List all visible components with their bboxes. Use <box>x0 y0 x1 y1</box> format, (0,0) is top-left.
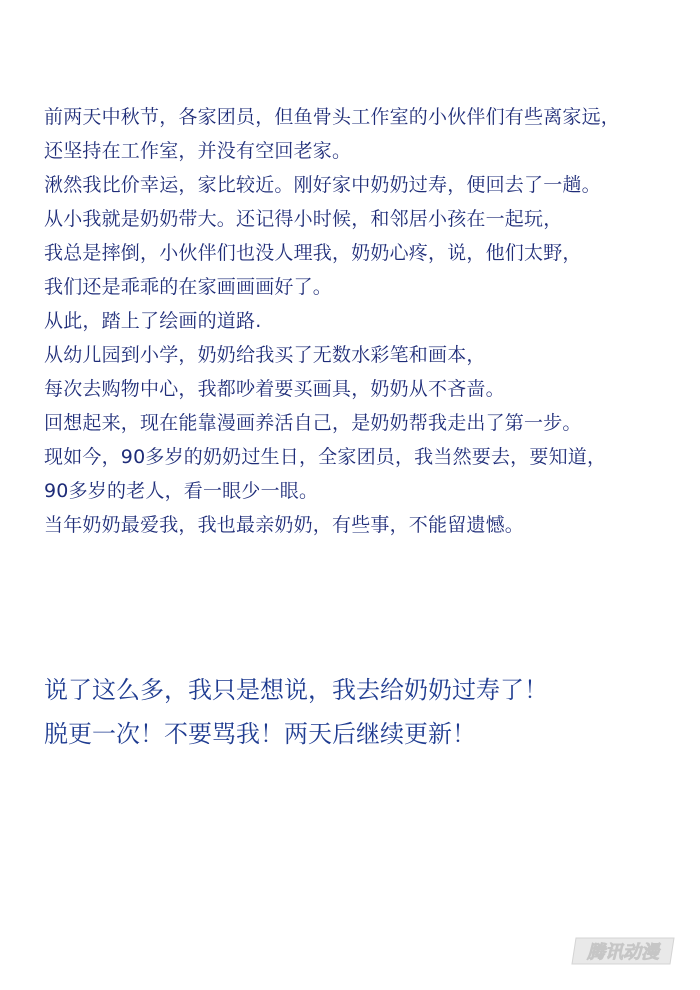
watermark-text: 腾讯动漫 <box>587 942 659 963</box>
announcement-line: 脱更一次！不要骂我！两天后继续更新！ <box>44 720 476 748</box>
watermark-logo-icon <box>570 934 678 968</box>
letter-line: 从此，踏上了绘画的道路. <box>44 310 262 332</box>
letter-line: 每次去购物中心，我都吵着要买画具，奶奶从不吝啬。 <box>44 378 505 400</box>
letter-line: 90多岁的老人，看一眼少一眼。 <box>44 480 319 502</box>
tencent-comics-watermark <box>570 934 678 968</box>
announcement-line: 说了这么多，我只是想说，我去给奶奶过寿了！ <box>44 676 548 704</box>
letter-body <box>44 100 694 542</box>
letter-line: 还坚持在工作室，并没有空回老家。 <box>44 140 352 162</box>
letter-line: 回想起来，现在能靠漫画养活自己，是奶奶帮我走出了第一步。 <box>44 412 582 434</box>
letter-line: 从小我就是奶奶带大。还记得小时候，和邻居小孩在一起玩， <box>44 208 563 230</box>
letter-line: 我们还是乖乖的在家画画画好了。 <box>44 276 333 298</box>
letter-line: 当年奶奶最爱我，我也最亲奶奶，有些事，不能留遗憾。 <box>44 514 525 536</box>
letter-line: 我总是摔倒，小伙伴们也没人理我，奶奶心疼，说，他们太野， <box>44 242 582 264</box>
announcement <box>44 668 694 756</box>
letter-line: 前两天中秋节，各家团员，但鱼骨头工作室的小伙伴们有些离家远， <box>44 106 621 128</box>
letter-line: 现如今，90多岁的奶奶过生日，全家团员，我当然要去，要知道， <box>44 446 607 468</box>
letter-line: 湫然我比价幸运，家比较近。刚好家中奶奶过寿，便回去了一趟。 <box>44 174 601 196</box>
letter-line: 从幼儿园到小学，奶奶给我买了无数水彩笔和画本， <box>44 344 486 366</box>
